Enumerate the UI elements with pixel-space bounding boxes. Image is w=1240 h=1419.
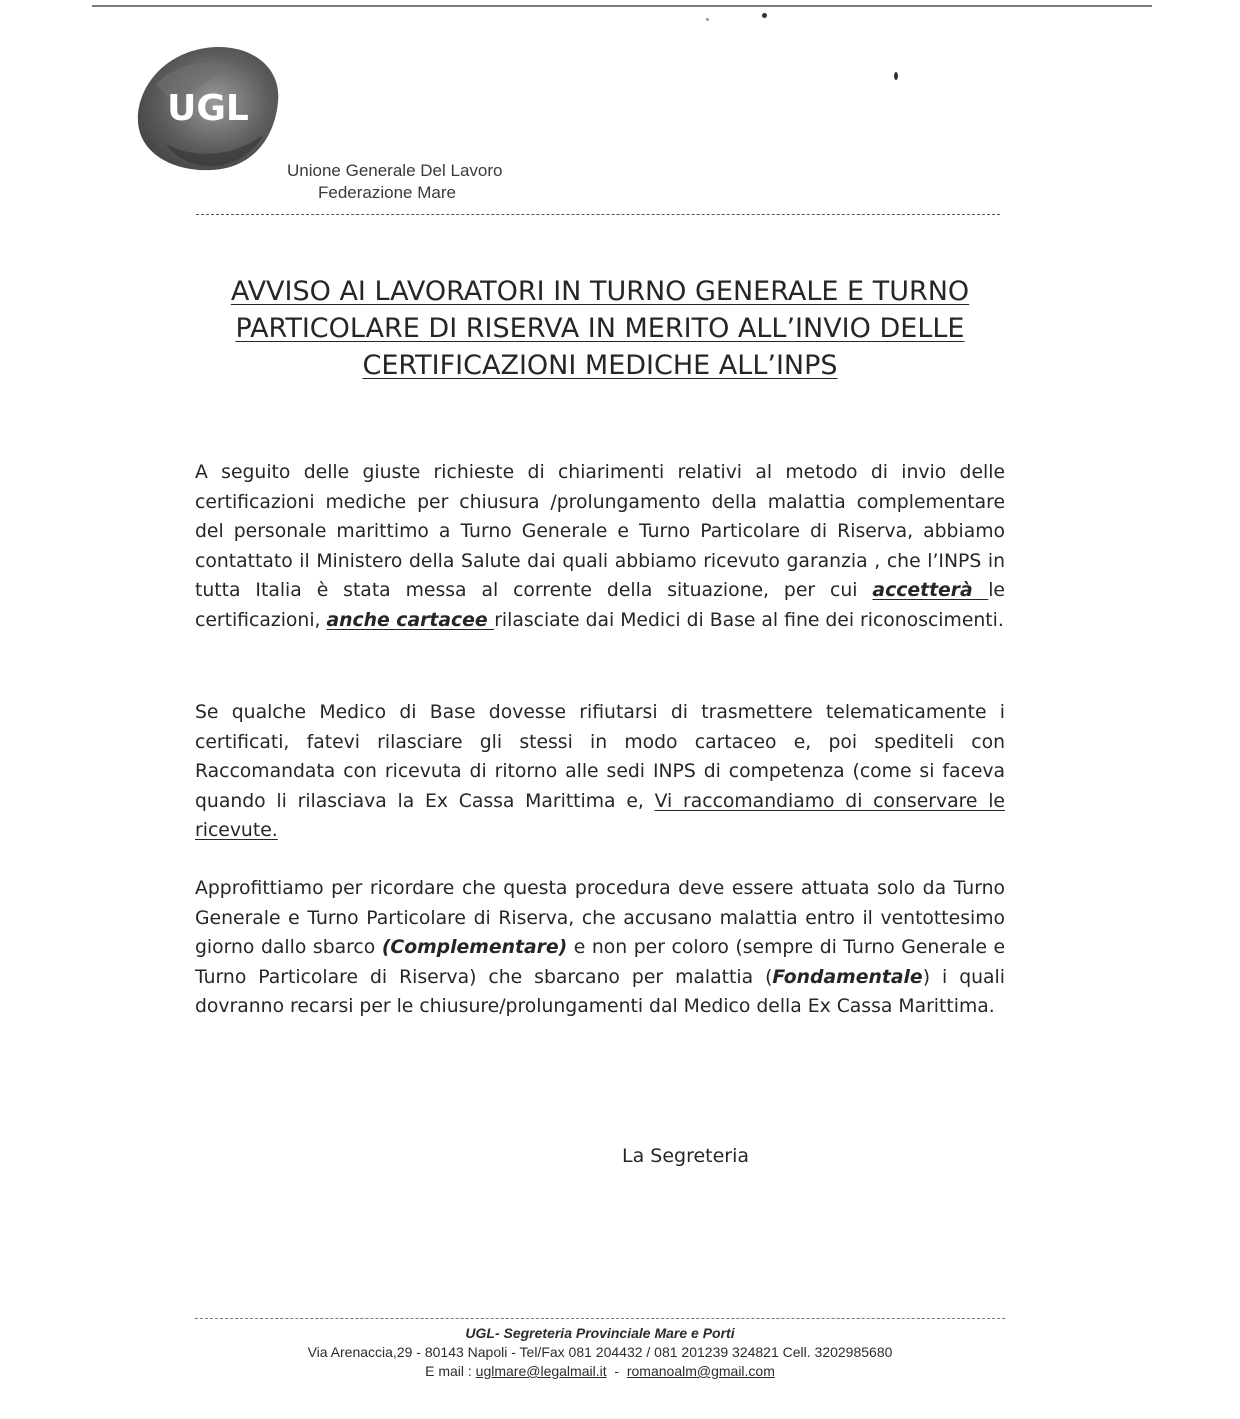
p3-emphasis-fondamentale: Fondamentale: [772, 966, 923, 988]
footer: [250, 1324, 950, 1381]
signature: La Segreteria: [622, 1145, 750, 1167]
p3-text-b: e non per coloro (sempre di Turno Generale e Turno Particolare di Riserva) che sbarcano per malattia (: [195, 937, 1005, 988]
footer-email-separator: -: [606, 1363, 627, 1379]
footer-email-line: [250, 1362, 950, 1381]
paragraph-3: [195, 874, 1005, 1022]
top-border-line: [92, 5, 1152, 7]
p2-text-a: Se qualche Medico di Base dovesse rifiutarsi di trasmettere telematicamente i certificati, fatevi rilasciare gli stessi in modo cartaceo e, poi spediteli con Raccomandata con ricevuta di ritorno alle sedi INPS di competenza (come si faceva quando li rilasciava la Ex Cassa Marittima e,: [195, 702, 1005, 812]
title-line-1: AVVISO AI LAVORATORI IN TURNO GENERALE E TURNO: [230, 276, 970, 307]
footer-email-2[interactable]: romanoalm@gmail.com: [626, 1363, 775, 1379]
title-line-2: PARTICOLARE DI RISERVA IN MERITO ALL’INVIO DELLE: [235, 313, 965, 344]
p1-text-c: rilasciate dai Medici di Base al fine dei riconoscimenti.: [494, 609, 1004, 631]
p1-emphasis-cartacee: anche cartacee: [326, 609, 495, 631]
p3-emphasis-complementare: (Complementare): [381, 937, 568, 959]
scan-speck: [706, 18, 709, 21]
footer-address: Via Arenaccia,29 - 80143 Napoli - Tel/Fax 081 204432 / 081 201239 324821 Cell. 3202985680: [307, 1344, 893, 1360]
header-divider: [196, 214, 1000, 215]
p2-underlined-advice: Vi raccomandiamo di conservare le ricevute.: [195, 790, 1005, 842]
ugl-logo: [136, 44, 282, 172]
organization-name: [287, 160, 502, 204]
footer-email-1[interactable]: uglmare@legalmail.it: [475, 1363, 607, 1379]
notice-title: [150, 273, 1050, 384]
p3-text-c: ) i quali dovranno recarsi per le chiusure/prolungamenti dal Medico della Ex Cassa Marittima.: [195, 966, 1005, 1018]
scan-speck: [894, 72, 898, 80]
footer-title: UGL- Segreteria Provinciale Mare e Porti: [465, 1325, 735, 1341]
scan-speck: [762, 13, 767, 18]
org-line-2: Federazione Mare: [318, 183, 456, 202]
p1-text-b: le certificazioni,: [195, 580, 1005, 631]
org-line-1: Unione Generale Del Lavoro: [287, 161, 503, 180]
p1-emphasis-accettera: accetterà: [872, 580, 989, 602]
logo-text: UGL: [167, 88, 249, 129]
paragraph-2: [195, 698, 1005, 846]
footer-email-label: E mail :: [425, 1363, 476, 1379]
footer-divider: [195, 1318, 1005, 1319]
paragraph-1: [195, 458, 1005, 636]
title-line-3: CERTIFICAZIONI MEDICHE ALL’INPS: [362, 350, 838, 381]
p1-text-a: A seguito delle giuste richieste di chiarimenti relativi al metodo di invio delle certificazioni mediche per chiusura /prolungamento della malattia complementare del personale marittimo a Turno Generale e Turno Particolare di Riserva, abbiamo contattato il Ministero della Salute dai quali abbiamo ricevuto garanzia , che l’INPS in tutta Italia è stata messa al corrente della situazione, per cui: [195, 462, 1005, 602]
p3-text-a: Approfittiamo per ricordare che questa procedura deve essere attuata solo da Turno Generale e Turno Particolare di Riserva, che accusano malattia entro il ventottesimo giorno dallo sbarco: [195, 878, 1005, 959]
